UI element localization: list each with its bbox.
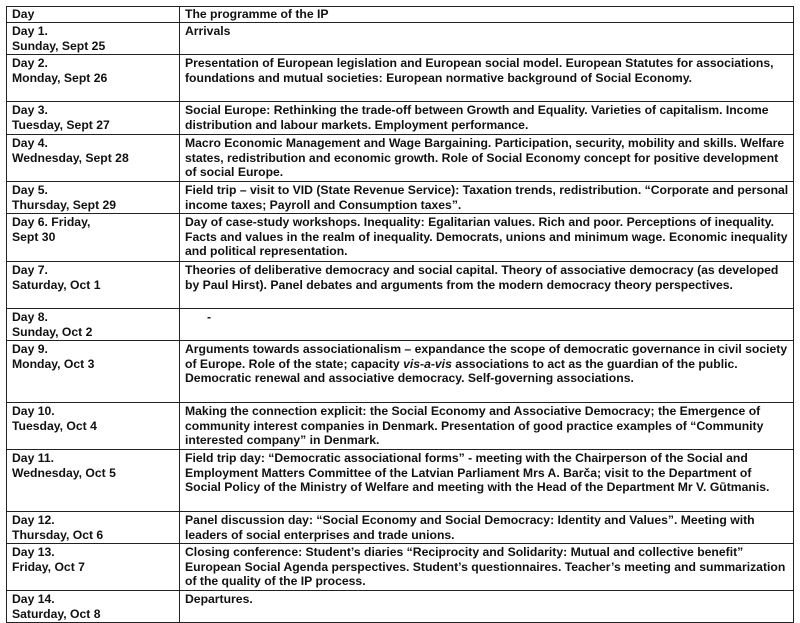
day-date: Sunday, Oct 2: [12, 324, 93, 339]
programme-cell: Making the connection explicit: the Social Economy and Associative Democracy; the Emergence of community interest companies in Denmark. Presentation of good practice examples of “Community interested company” in Denmark.: [180, 403, 794, 450]
day-number: Day 2.: [12, 56, 48, 70]
day-number: Day 8.: [12, 310, 48, 324]
programme-cell: Field trip day: “Democratic associational forms” - meeting with the Chairperson of the Social and Employment Matters Committee of the Latvian Parliament Mrs A. Barča; visit to the Department of Social Policy of the Ministry of Welfare and meeting with the Head of the Department Mr V. Gūtmanis.: [180, 450, 794, 512]
programme-cell: Departures.: [180, 591, 794, 623]
day-date: Tuesday, Sept 27: [12, 117, 110, 132]
day-cell: [7, 55, 180, 102]
programme-cell: Panel discussion day: “Social Economy and Social Democracy: Identity and Values”. Meeting with leaders of social enterprises and trade unions.: [180, 512, 794, 544]
day-cell: [7, 512, 180, 544]
day-number: Day 11.: [12, 451, 55, 465]
day-number: Day 3.: [12, 103, 48, 117]
day-date: Sunday, Sept 25: [12, 38, 106, 53]
table-row: [7, 512, 794, 544]
programme-cell: Social Europe: Rethinking the trade-off between Growth and Equality. Varieties of capitalism. Income distribution and labour markets. Employment performance.: [180, 102, 794, 135]
programme-text-part: associations to act as the guardian of the public. Democratic renewal and associative democracy. Self-governing associations.: [185, 356, 738, 385]
programme-cell: Day of case-study workshops. Inequality: Egalitarian values. Rich and poor. Perceptions of inequality. Facts and values in the realm of inequality. Democrats, unions and minimum wage. Economic inequality and political representation.: [180, 214, 794, 262]
table-row: [7, 182, 794, 214]
day-date: Saturday, Oct 1: [12, 277, 101, 292]
day-cell: [7, 102, 180, 135]
programme-cell: [180, 341, 794, 403]
programme-cell: Closing conference: Student’s diaries “Reciprocity and Solidarity: Mutual and collective benefit” European Social Agenda perspectives. Student’s questionnaires. Teacher’s meeting and summarization of the quality of the IP process.: [180, 544, 794, 591]
table-row: [7, 55, 794, 102]
table-row: [7, 262, 794, 309]
day-date: Friday, Oct 7: [12, 559, 85, 574]
day-number: Day 1.: [12, 24, 48, 38]
day-date: Sept 30: [12, 229, 56, 244]
table-row: [7, 309, 794, 341]
day-cell: [7, 214, 180, 262]
table-row: [7, 403, 794, 450]
day-date: Wednesday, Oct 5: [12, 465, 116, 480]
day-date: Saturday, Oct 8: [12, 606, 101, 621]
day-date: Thursday, Oct 6: [12, 527, 104, 542]
day-number: Day 10.: [12, 404, 55, 418]
day-date: Tuesday, Oct 4: [12, 418, 97, 433]
day-date: Wednesday, Sept 28: [12, 150, 129, 165]
programme-text-part: Arguments towards associationalism – expandance the scope of democratic governance in civil society of Europe. Role of the state; capacity: [185, 342, 788, 371]
day-cell: [7, 341, 180, 403]
day-cell: [7, 182, 180, 214]
day-number: Day 6. Friday,: [12, 215, 91, 229]
table-row: [7, 591, 794, 623]
day-number: Day 4.: [12, 136, 48, 150]
table-row: [7, 214, 794, 262]
table-header-row: [7, 7, 794, 23]
day-cell: [7, 309, 180, 341]
table-row: [7, 135, 794, 182]
programme-cell: Presentation of European legislation and European social model. European Statutes for associations, foundations and mutual societies: European normative background of Social Economy.: [180, 55, 794, 102]
programme-cell: [180, 309, 794, 341]
programme-cell: Theories of deliberative democracy and social capital. Theory of associative democracy (as developed by Paul Hirst). Panel debates and arguments from the modern democracy theory perspectives.: [180, 262, 794, 309]
day-date: Monday, Sept 26: [12, 70, 108, 85]
programme-cell: Field trip – visit to VID (State Revenue Service): Taxation trends, redistribution. “Corporate and personal income taxes; Payroll and Consumption taxes”.: [180, 182, 794, 214]
header-day: Day: [7, 7, 180, 23]
day-number: Day 14.: [12, 592, 55, 606]
day-number: Day 7.: [12, 263, 48, 277]
table-row: [7, 341, 794, 403]
day-number: Day 12.: [12, 513, 55, 527]
day-cell: [7, 23, 180, 55]
day-cell: [7, 403, 180, 450]
day-number: Day 13.: [12, 545, 55, 559]
day-cell: [7, 544, 180, 591]
programme-cell: Arrivals: [180, 23, 794, 55]
day-cell: [7, 135, 180, 182]
programme-text-italic: vis-a-vis: [403, 356, 452, 371]
day-cell: [7, 262, 180, 309]
table-row: [7, 102, 794, 135]
header-programme: The programme of the IP: [180, 7, 794, 23]
day-number: Day 5.: [12, 183, 48, 197]
day-cell: [7, 591, 180, 623]
day-date: Monday, Oct 3: [12, 356, 95, 371]
empty-dash: -: [207, 310, 212, 324]
day-date: Thursday, Sept 29: [12, 197, 117, 212]
programme-cell: Macro Economic Management and Wage Bargaining. Participation, security, mobility and skills. Welfare states, redistribution and economic growth. Role of Social Economy concept for positive development of social Europe.: [180, 135, 794, 182]
table-row: [7, 544, 794, 591]
table-row: [7, 450, 794, 512]
programme-table: [6, 6, 794, 623]
day-number: Day 9.: [12, 342, 48, 356]
day-cell: [7, 450, 180, 512]
table-row: [7, 23, 794, 55]
